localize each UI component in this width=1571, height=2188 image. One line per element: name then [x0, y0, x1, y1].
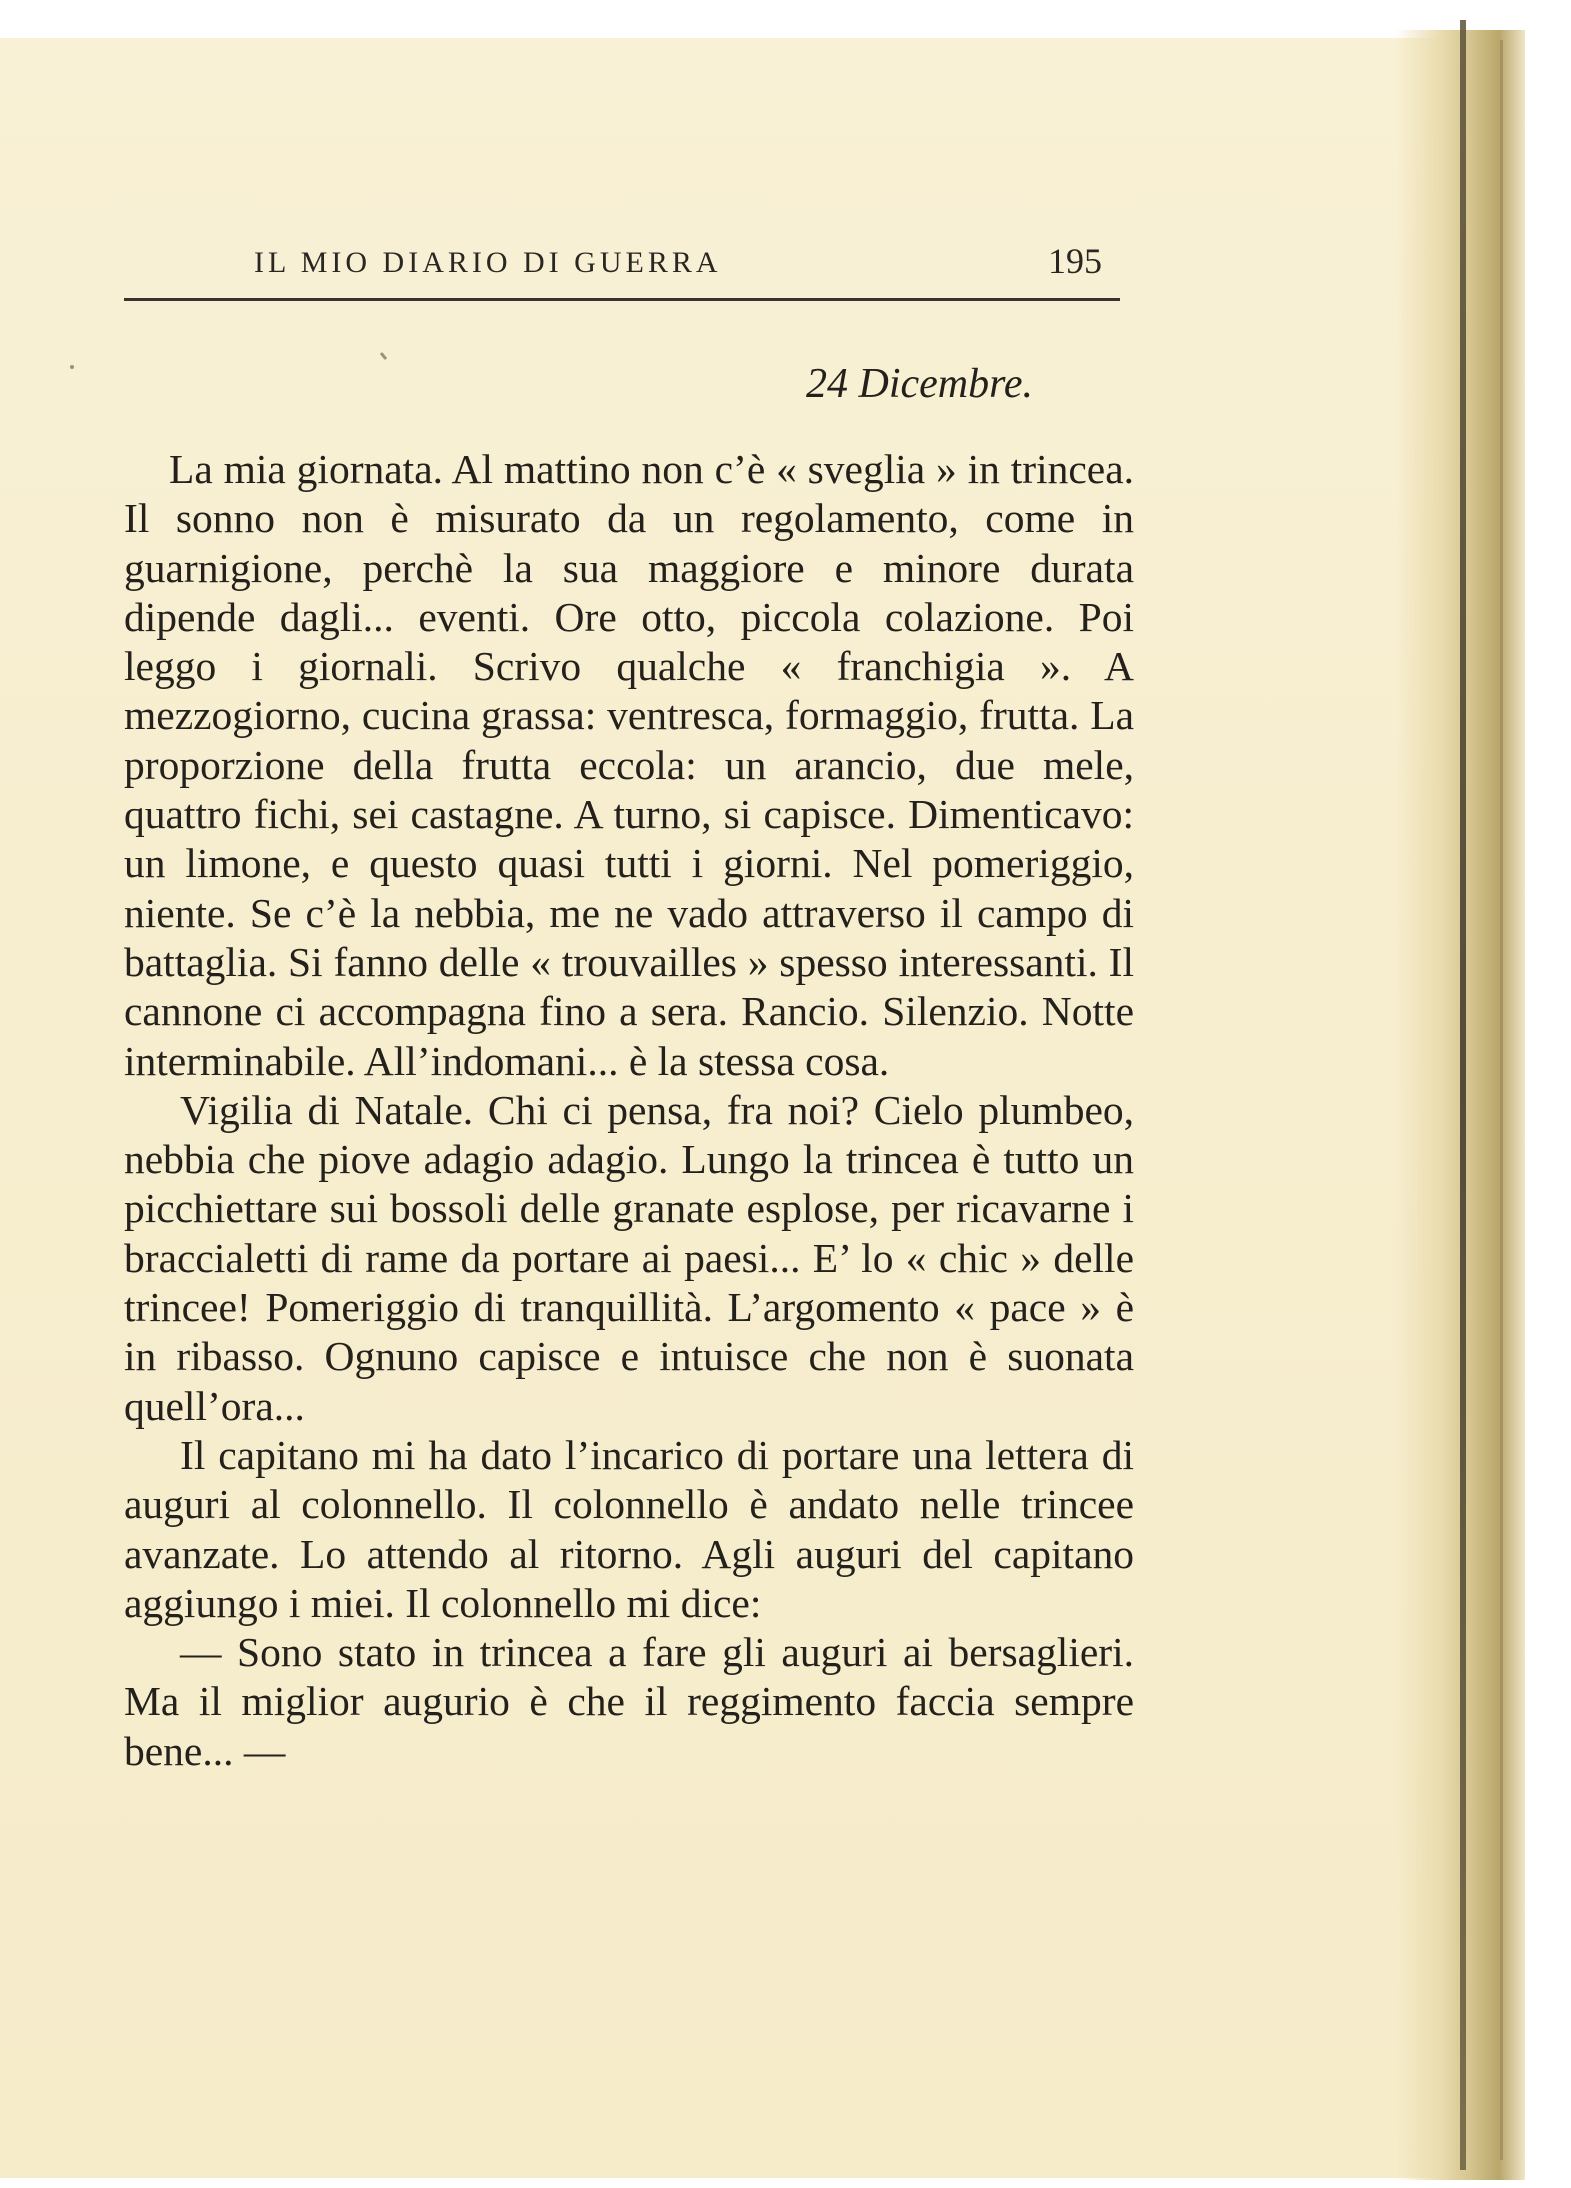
running-header [124, 240, 1120, 300]
paragraph: Il capitano mi ha dato l’incarico di portare una lettera di auguri al colonnello. Il colonnello è andato nelle trincee avanzate. Lo attendo al ritorno. Agli auguri del capitano aggiungo i miei. Il colonnello mi dice: [124, 1431, 1134, 1626]
paragraph: — Sono stato in trincea a fare gli auguri ai bersaglieri. Ma il miglior augurio è che il reggimento faccia sempre bene... — [124, 1629, 1134, 1774]
book-spine-edge [1460, 20, 1466, 2170]
paragraph: La mia giornata. Al mattino non c’è « sveglia » in trincea. Il sonno non è misurato da un regolamento, come in guarnigione, perchè la sua maggiore e minore durata dipende dagli... eventi. Ore otto, piccola colazione. Poi leggo i giornali. Scrivo qualche « franchigia ». A mezzogiorno, cucina grassa: ventresca, formaggio, frutta. La proporzione della frutta eccola: un arancio, due mele, quattro fichi, sei castagne. A turno, si capisce. Dimenticavo: un limone, e questo quasi tutti i giorni. Nel pomeriggio, niente. Se c’è la nebbia, me ne vado attraverso il campo di battaglia. Si fanno delle « trouvailles » spesso interessanti. Il cannone ci accompagna fino a sera. Rancio. Silenzio. Notte interminabile. All’indomani... è la stessa cosa. [124, 446, 1134, 1084]
book-spine-edge-secondary [1500, 40, 1503, 2160]
paragraph: Vigilia di Natale. Chi ci pensa, fra noi? Cielo plumbeo, nebbia che piove adagio adagio. Lungo la trincea è tutto un picchiettare sui bossoli delle granate esplose, per ricavarne i braccialetti di rame da portare ai paesi... E’ lo « chic » delle trincee! Pomeriggio di tranquillità. L’argomento « pace » è in ribasso. Ognuno capisce e intuisce che non è suonata quell’ora... [124, 1086, 1134, 1429]
page-number: 195 [1048, 241, 1102, 281]
diary-entry-body [124, 445, 1134, 1776]
header-rule [124, 298, 1120, 301]
running-title: IL MIO DIARIO DI GUERRA [254, 246, 722, 279]
diary-entry-date: 24 Dicembre. [806, 361, 1034, 407]
print-speck [70, 365, 74, 369]
